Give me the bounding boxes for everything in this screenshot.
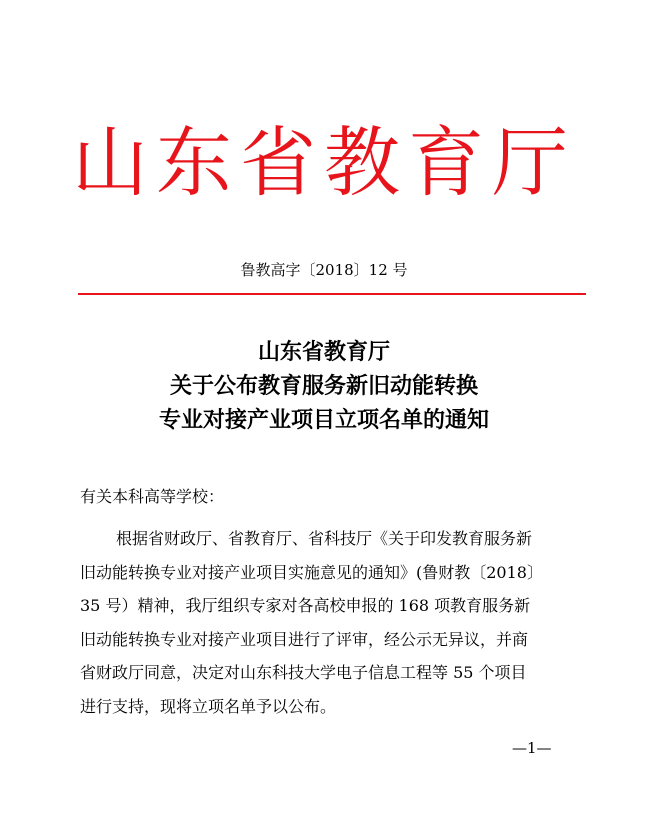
title-line-2: 关于公布教育服务新旧动能转换 (169, 374, 478, 399)
notice-title (0, 336, 648, 438)
body-line-1: 根据省财政厅、省教育厅、省科技厅《关于印发教育服务新 (116, 529, 533, 548)
red-divider-rule (78, 293, 586, 295)
body-line-4: 旧动能转换专业对接产业项目进行了评审，经公示无异议，并商 (80, 629, 529, 649)
page-number: —1— (512, 739, 552, 757)
title-line-1: 山东省教育厅 (257, 340, 390, 365)
salutation: 有关本科高等学校： (80, 487, 225, 506)
body-paragraph (80, 522, 590, 723)
body-line-3: 35 号）精神，我厅组织专家对各高校申报的 168 项教育服务新 (80, 596, 531, 615)
issuing-authority-masthead: 山东省教育厅 (72, 118, 576, 207)
title-line-3: 专业对接产业项目立项名单的通知 (158, 408, 489, 433)
document-number: 鲁教高字〔2018〕12 号 (240, 261, 408, 279)
body-line-6: 进行支持，现将立项名单予以公布。 (80, 696, 337, 716)
body-line-2: 旧动能转换专业对接产业项目实施意见的通知》(鲁财教〔2018〕 (80, 562, 543, 582)
body-line-5: 省财政厅同意，决定对山东科技大学电子信息工程等 55 个项目 (80, 663, 527, 682)
